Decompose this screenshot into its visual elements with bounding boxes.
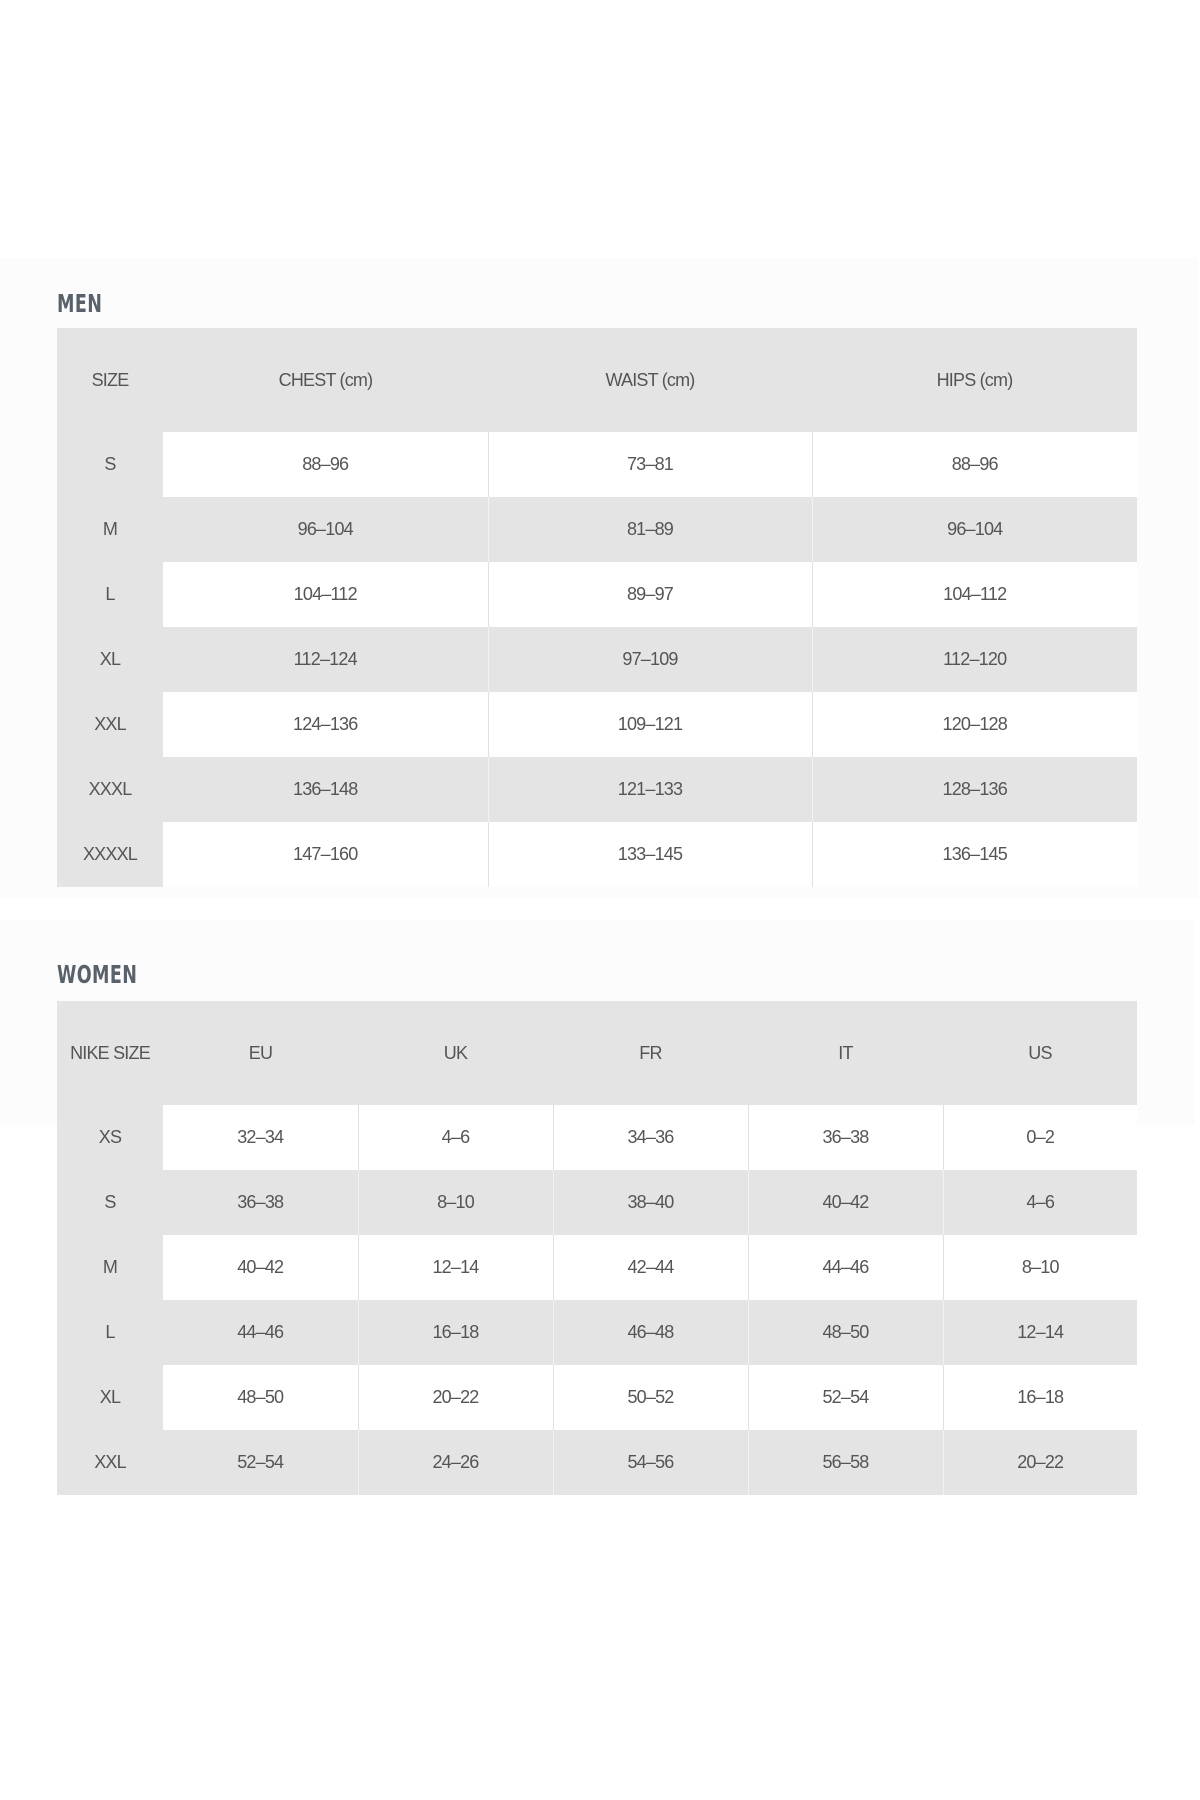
it-cell: 56–58 bbox=[748, 1430, 943, 1495]
women-size-table bbox=[57, 1001, 1137, 1495]
table-row bbox=[57, 1105, 1137, 1170]
fr-cell: 34–36 bbox=[553, 1105, 748, 1170]
it-cell: 44–46 bbox=[748, 1235, 943, 1300]
table-row bbox=[57, 497, 1137, 562]
waist-cell: 109–121 bbox=[488, 692, 812, 757]
hips-cell: 88–96 bbox=[812, 432, 1137, 497]
men-header-chest: CHEST (cm) bbox=[163, 328, 488, 432]
table-row bbox=[57, 627, 1137, 692]
chest-cell: 136–148 bbox=[163, 757, 488, 822]
men-header-row bbox=[57, 328, 1137, 432]
women-header-row bbox=[57, 1001, 1137, 1105]
it-cell: 36–38 bbox=[748, 1105, 943, 1170]
chest-cell: 96–104 bbox=[163, 497, 488, 562]
fr-cell: 50–52 bbox=[553, 1365, 748, 1430]
us-cell: 20–22 bbox=[943, 1430, 1137, 1495]
eu-cell: 48–50 bbox=[163, 1365, 358, 1430]
hips-cell: 120–128 bbox=[812, 692, 1137, 757]
chest-cell: 124–136 bbox=[163, 692, 488, 757]
waist-cell: 133–145 bbox=[488, 822, 812, 887]
hips-cell: 136–145 bbox=[812, 822, 1137, 887]
size-label: M bbox=[57, 497, 163, 562]
men-section-title: MEN bbox=[57, 289, 103, 318]
table-row bbox=[57, 562, 1137, 627]
it-cell: 52–54 bbox=[748, 1365, 943, 1430]
waist-cell: 73–81 bbox=[488, 432, 812, 497]
size-label: XXL bbox=[57, 692, 163, 757]
men-header-hips: HIPS (cm) bbox=[812, 328, 1137, 432]
size-label: S bbox=[57, 1170, 163, 1235]
size-label: XS bbox=[57, 1105, 163, 1170]
table-row bbox=[57, 822, 1137, 887]
fr-cell: 46–48 bbox=[553, 1300, 748, 1365]
eu-cell: 32–34 bbox=[163, 1105, 358, 1170]
uk-cell: 16–18 bbox=[358, 1300, 553, 1365]
hips-cell: 96–104 bbox=[812, 497, 1137, 562]
size-label: XL bbox=[57, 627, 163, 692]
women-section-title: WOMEN bbox=[57, 960, 138, 989]
table-row bbox=[57, 1300, 1137, 1365]
size-label: S bbox=[57, 432, 163, 497]
size-label: XXXL bbox=[57, 757, 163, 822]
hips-cell: 128–136 bbox=[812, 757, 1137, 822]
hips-cell: 112–120 bbox=[812, 627, 1137, 692]
table-row bbox=[57, 432, 1137, 497]
table-row bbox=[57, 1365, 1137, 1430]
size-label: XXXXL bbox=[57, 822, 163, 887]
waist-cell: 97–109 bbox=[488, 627, 812, 692]
chest-cell: 112–124 bbox=[163, 627, 488, 692]
men-header-waist: WAIST (cm) bbox=[488, 328, 812, 432]
waist-cell: 121–133 bbox=[488, 757, 812, 822]
fr-cell: 42–44 bbox=[553, 1235, 748, 1300]
fr-cell: 38–40 bbox=[553, 1170, 748, 1235]
size-label: XL bbox=[57, 1365, 163, 1430]
women-header-eu: EU bbox=[163, 1001, 358, 1105]
fr-cell: 54–56 bbox=[553, 1430, 748, 1495]
table-row bbox=[57, 692, 1137, 757]
men-size-table bbox=[57, 328, 1137, 887]
uk-cell: 24–26 bbox=[358, 1430, 553, 1495]
uk-cell: 4–6 bbox=[358, 1105, 553, 1170]
waist-cell: 89–97 bbox=[488, 562, 812, 627]
it-cell: 48–50 bbox=[748, 1300, 943, 1365]
us-cell: 0–2 bbox=[943, 1105, 1137, 1170]
table-row bbox=[57, 1430, 1137, 1495]
eu-cell: 36–38 bbox=[163, 1170, 358, 1235]
size-label: L bbox=[57, 562, 163, 627]
women-header-nike-size: NIKE SIZE bbox=[57, 1001, 163, 1105]
eu-cell: 52–54 bbox=[163, 1430, 358, 1495]
us-cell: 8–10 bbox=[943, 1235, 1137, 1300]
women-header-us: US bbox=[943, 1001, 1137, 1105]
eu-cell: 44–46 bbox=[163, 1300, 358, 1365]
chest-cell: 147–160 bbox=[163, 822, 488, 887]
table-row bbox=[57, 757, 1137, 822]
uk-cell: 20–22 bbox=[358, 1365, 553, 1430]
hips-cell: 104–112 bbox=[812, 562, 1137, 627]
us-cell: 16–18 bbox=[943, 1365, 1137, 1430]
us-cell: 4–6 bbox=[943, 1170, 1137, 1235]
size-label: XXL bbox=[57, 1430, 163, 1495]
chest-cell: 88–96 bbox=[163, 432, 488, 497]
us-cell: 12–14 bbox=[943, 1300, 1137, 1365]
waist-cell: 81–89 bbox=[488, 497, 812, 562]
size-label: L bbox=[57, 1300, 163, 1365]
table-row bbox=[57, 1170, 1137, 1235]
uk-cell: 12–14 bbox=[358, 1235, 553, 1300]
size-label: M bbox=[57, 1235, 163, 1300]
chest-cell: 104–112 bbox=[163, 562, 488, 627]
women-header-uk: UK bbox=[358, 1001, 553, 1105]
women-header-fr: FR bbox=[553, 1001, 748, 1105]
eu-cell: 40–42 bbox=[163, 1235, 358, 1300]
table-row bbox=[57, 1235, 1137, 1300]
uk-cell: 8–10 bbox=[358, 1170, 553, 1235]
it-cell: 40–42 bbox=[748, 1170, 943, 1235]
men-header-size: SIZE bbox=[57, 328, 163, 432]
women-header-it: IT bbox=[748, 1001, 943, 1105]
